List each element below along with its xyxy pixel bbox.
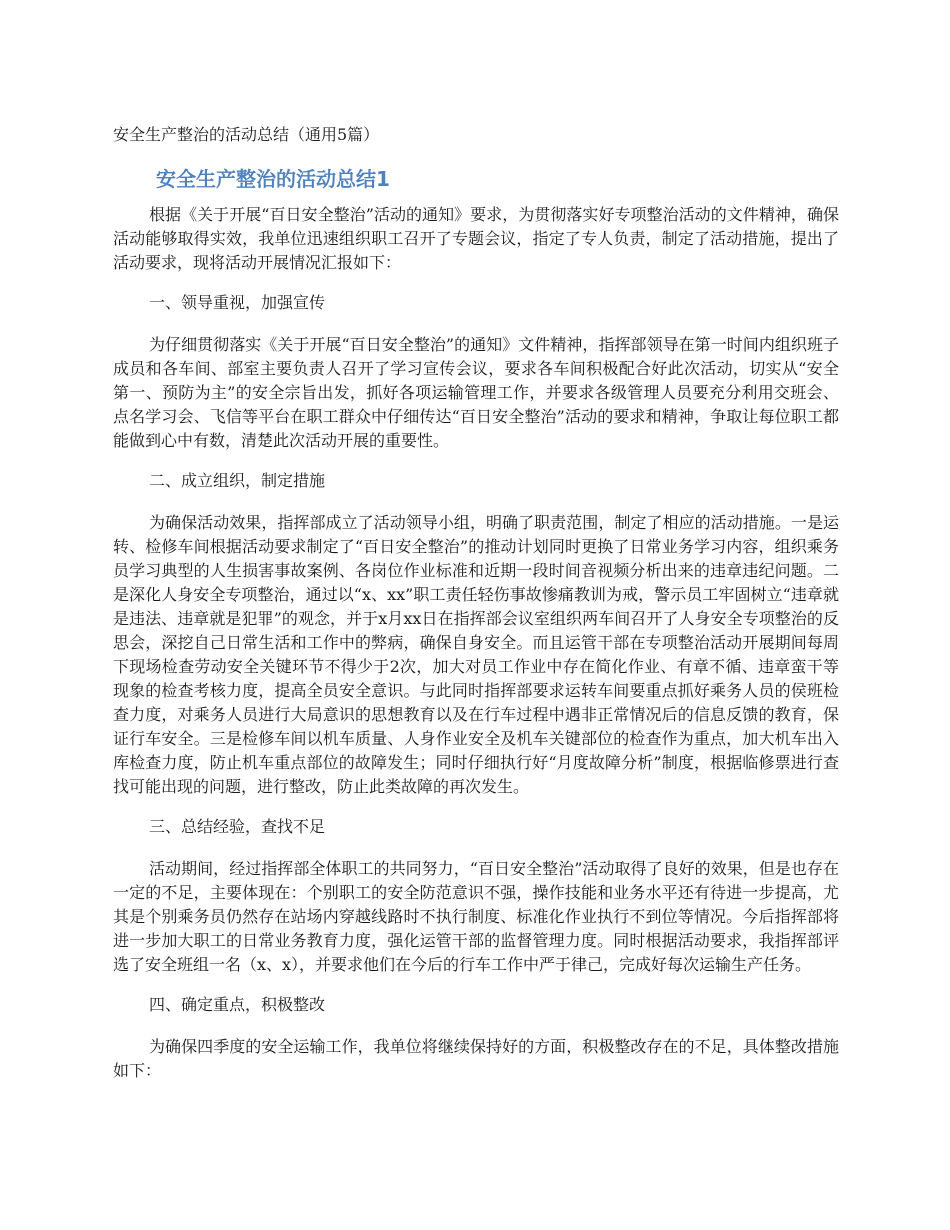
paragraph-2: 为确保活动效果，指挥部成立了活动领导小组，明确了职责范围，制定了相应的活动措施。一是运转、检修车间根据活动要求制定了“百日安全整治”的推动计划同时更换了日常业务学习内容，组织乘务员学习典型的人生损害事故案例、各岗位作业标准和近期一段时间音视频分析出来的违章违纪问题。二是深化人身安全专项整治，通过以“x、xx”职工责任轻伤事故惨痛教训为戒，警示员工牢固树立“违章就是违法、违章就是犯罪”的观念，并于x月xx日在指挥部会议室组织两车间召开了人身安全专项整治的反思会，深挖自己日常生活和工作中的弊病，确保自身安全。而且运管干部在专项整治活动开展期间每周下现场检查劳动安全关键环节不得少于2次，加大对员工作业中存在简化作业、有章不循、违章蛮干等现象的检查考核力度，提高全员安全意识。与此同时指挥部要求运转车间要重点抓好乘务人员的侯班检查力度，对乘务人员进行大局意识的思想教育以及在行车过程中遇非正常情况后的信息反馈的教育，保证行车安全。三是检修车间以机车质量、人身作业安全及机车关键部位的检查作为重点，加大机车出入库检查力度，防止机车重点部位的故障发生；同时仔细执行好“月度故障分析”制度，根据临修票进行查找可能出现的问题，进行整改，防止此类故障的再次发生。 (113, 513, 839, 796)
document-title: 安全生产整治的活动总结（通用5篇） (113, 125, 380, 144)
subheading-1: 一、领导重视，加强宣传 (149, 293, 326, 312)
document-body (113, 203, 839, 1099)
subheading-3: 三、总结经验，查找不足 (149, 817, 326, 836)
paragraph-4: 为确保四季度的安全运输工作，我单位将继续保持好的方面，积极整改存在的不足，具体整改措施如下： (113, 1037, 839, 1080)
intro-paragraph: 根据《关于开展“百日安全整治”活动的通知》要求，为贯彻落实好专项整治活动的文件精神，确保活动能够取得实效，我单位迅速组织职工召开了专题会议，指定了专人负责，制定了活动措施，提出了活动要求，现将活动开展情况汇报如下： (113, 205, 839, 272)
section-heading: 安全生产整治的活动总结1 (156, 167, 390, 191)
subheading-2: 二、成立组织，制定措施 (149, 471, 326, 490)
paragraph-3: 活动期间，经过指挥部全体职工的共同努力，“百日安全整治”活动取得了良好的效果，但是也存在一定的不足，主要体现在：个别职工的安全防范意识不强，操作技能和业务水平还有待进一步提高，尤其是个别乘务员仍然存在站场内穿越线路时不执行制度、标准化作业执行不到位等情况。今后指挥部将进一步加大职工的日常业务教育力度，强化运管干部的监督管理力度。同时根据活动要求，我指挥部评选了安全班组一名（x、x），并要求他们在今后的行车工作中严于律己，完成好每次运输生产任务。 (113, 859, 839, 974)
subheading-4: 四、确定重点，积极整改 (149, 995, 326, 1014)
paragraph-1: 为仔细贯彻落实《关于开展“百日安全整治”的通知》文件精神，指挥部领导在第一时间内组织班子成员和各车间、部室主要负责人召开了学习宣传会议，要求各车间积极配合好此次活动，切实从“安全第一、预防为主”的安全宗旨出发，抓好各项运输管理工作，并要求各级管理人员要充分利用交班会、点名学习会、飞信等平台在职工群众中仔细传达“百日安全整治”活动的要求和精神，争取让每位职工都能做到心中有数，清楚此次活动开展的重要性。 (113, 335, 839, 450)
